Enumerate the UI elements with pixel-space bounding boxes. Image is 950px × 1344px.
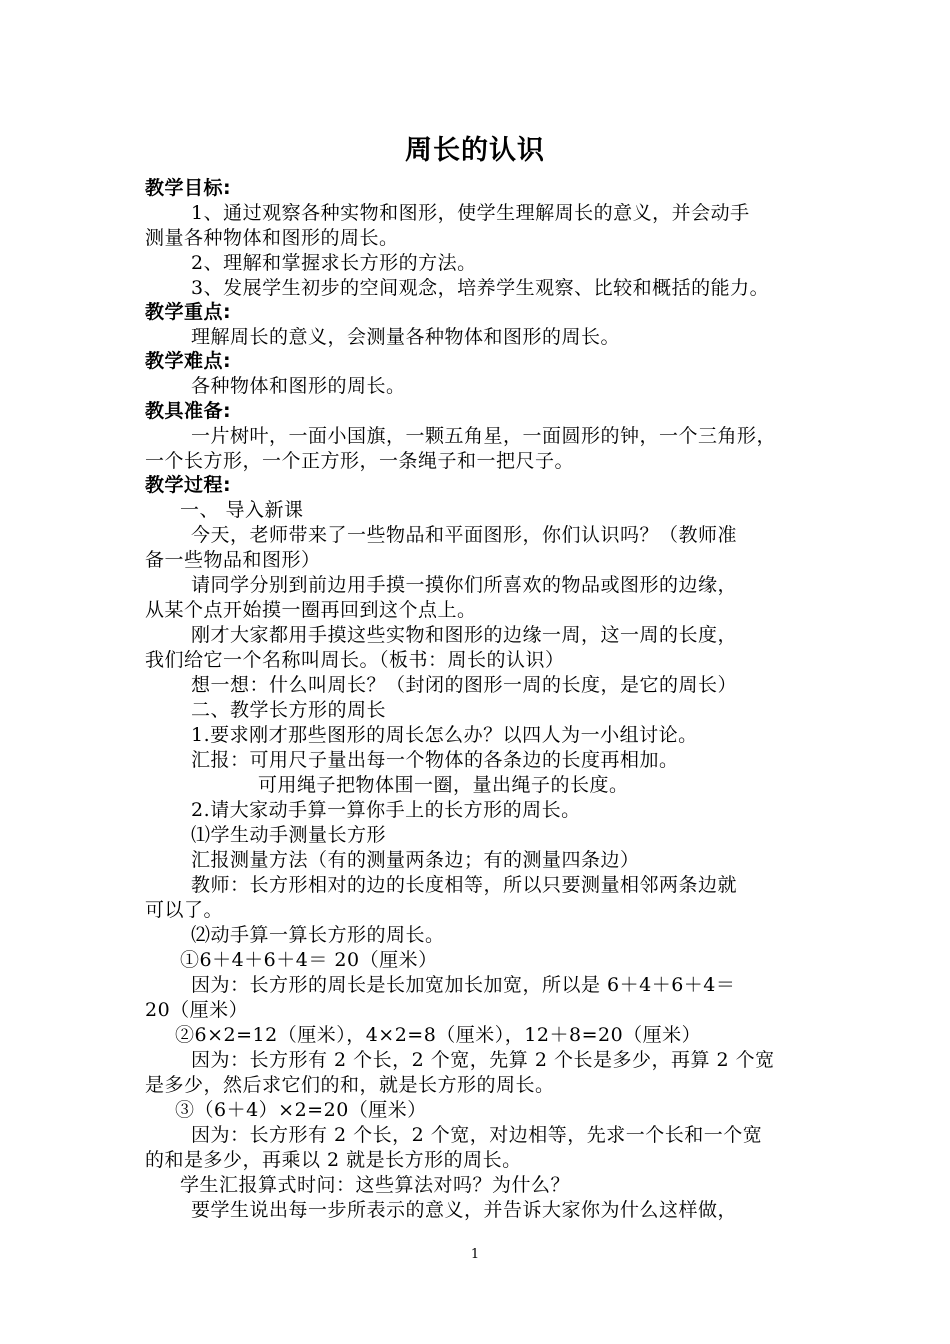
section-heading-difficulties: 教学难点: [145, 350, 232, 372]
text-line: 是多少，然后求它们的和，就是长方形的周长。 [145, 1074, 555, 1096]
page-title: 周长的认识 [405, 135, 545, 166]
text-line: 的和是多少，再乘以 2 就是长方形的周长。 [145, 1149, 522, 1171]
text-line: 我们给它一个名称叫周长。（板书：周长的认识） [145, 649, 565, 671]
text-line: 2、理解和掌握求长方形的方法。 [191, 252, 477, 274]
text-line: 一、 导入新课 [180, 499, 304, 521]
text-line: 可用绳子把物体围一圈，量出绳子的长度。 [258, 774, 629, 796]
text-line: ②6×2=12（厘米），4×2=8（厘米），12＋8=20（厘米） [175, 1024, 702, 1046]
text-line: 3、发展学生初步的空间观念，培养学生观察、比较和概括的能力。 [191, 277, 770, 299]
section-heading-objectives: 教学目标: [145, 177, 232, 199]
text-line: 汇报：可用尺子量出每一个物体的各条边的长度再相加。 [191, 749, 679, 771]
text-line: ①6＋4＋6＋4＝ 20（厘米） [180, 949, 438, 971]
text-line: ⑵动手算一算长方形的周长。 [191, 924, 445, 946]
text-line: 可以了。 [145, 899, 224, 921]
text-line: 今天，老师带来了一些物品和平面图形，你们认识吗？（教师准 [191, 524, 738, 546]
text-line: 因为：长方形的周长是长加宽加长加宽，所以是 6＋4＋6＋4＝ [191, 974, 736, 996]
text-line: 汇报测量方法（有的测量两条边；有的测量四条边） [191, 849, 640, 871]
section-heading-materials: 教具准备: [145, 400, 232, 422]
text-line: 请同学分别到前边用手摸一摸你们所喜欢的物品或图形的边缘， [191, 574, 738, 596]
text-line: 1、通过观察各种实物和图形，使学生理解周长的意义，并会动手 [191, 202, 750, 224]
text-line: 从某个点开始摸一圈再回到这个点上。 [145, 599, 477, 621]
text-line: ⑴学生动手测量长方形 [191, 824, 387, 846]
page-number: 1 [470, 1247, 480, 1262]
text-line: 要学生说出每一步所表示的意义，并告诉大家你为什么这样做， [191, 1199, 738, 1221]
section-heading-key-points: 教学重点: [145, 301, 232, 323]
text-line: 教师：长方形相对的边的长度相等，所以只要测量相邻两条边就 [191, 874, 738, 896]
text-line: 一个长方形，一个正方形，一条绳子和一把尺子。 [145, 450, 575, 472]
text-line: 各种物体和图形的周长。 [191, 375, 406, 397]
text-line: 一片树叶，一面小国旗，一颗五角星，一面圆形的钟，一个三角形， [191, 425, 777, 447]
section-heading-process: 教学过程: [145, 474, 232, 496]
text-line: ③（6＋4）×2=20（厘米） [175, 1099, 427, 1121]
text-line: 二、教学长方形的周长 [191, 699, 387, 721]
text-line: 因为：长方形有 2 个长，2 个宽，先算 2 个长是多少，再算 2 个宽 [191, 1049, 775, 1071]
text-line: 刚才大家都用手摸这些实物和图形的边缘一周，这一周的长度， [191, 624, 738, 646]
text-line: 1.要求刚才那些图形的周长怎么办？以四人为一小组讨论。 [191, 724, 698, 746]
text-line: 2.请大家动手算一算你手上的长方形的周长。 [191, 799, 581, 821]
text-line: 因为：长方形有 2 个长，2 个宽，对边相等，先求一个长和一个宽 [191, 1124, 763, 1146]
text-line: 理解周长的意义，会测量各种物体和图形的周长。 [191, 326, 621, 348]
text-line: 学生汇报算式时问：这些算法对吗？为什么？ [180, 1174, 571, 1196]
text-line: 备一些物品和图形） [145, 549, 321, 571]
text-line: 20（厘米） [145, 999, 249, 1021]
text-line: 想一想：什么叫周长？（封闭的图形一周的长度，是它的周长） [191, 674, 738, 696]
text-line: 测量各种物体和图形的周长。 [145, 227, 399, 249]
